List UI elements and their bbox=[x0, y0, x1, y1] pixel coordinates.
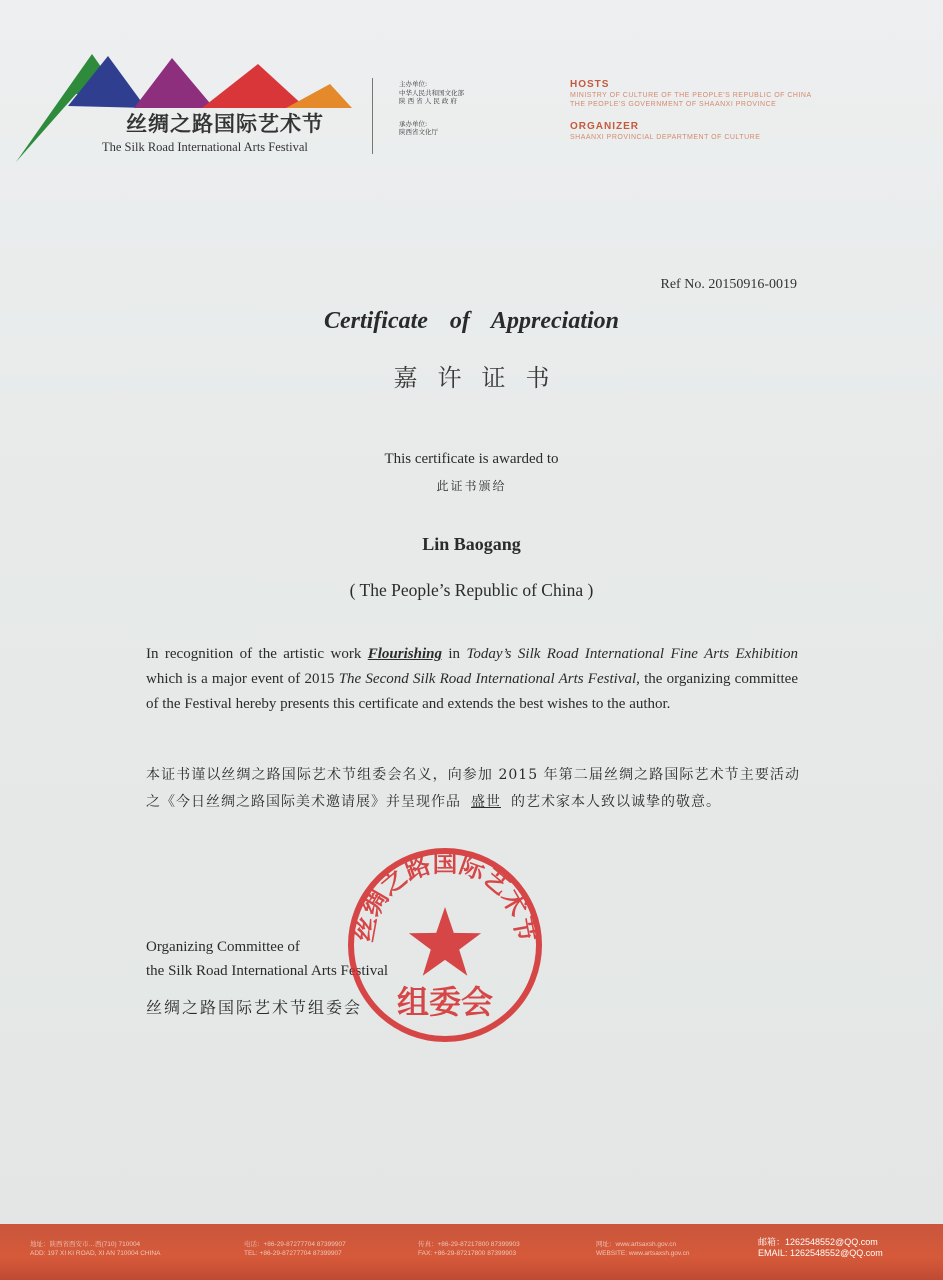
footer-fax bbox=[418, 1240, 520, 1258]
recognition-paragraph-cn bbox=[146, 762, 800, 816]
title-en: Certificate of Appreciation bbox=[323, 308, 620, 334]
festival-logo bbox=[16, 50, 356, 165]
title-cn: 嘉许证书 bbox=[393, 364, 570, 392]
recipient-name: Lin Baogang bbox=[422, 534, 521, 554]
footer-web-en: WEBSITE: www.artsaxsh.gov.cn bbox=[596, 1250, 690, 1257]
footer-address-cn: 地址：陕西省西安市…西(710) 710004 bbox=[30, 1241, 141, 1248]
artwork-title-cn: 盛世 bbox=[471, 794, 501, 810]
logo-red-peak bbox=[202, 64, 306, 108]
footer-tel-en: TEL: +86-29-87277704 87399907 bbox=[244, 1250, 342, 1257]
para-cn-text-2: 的艺术家本人致以诚挚的敬意。 bbox=[511, 794, 721, 810]
cn-organizer-label: 承办单位: bbox=[399, 119, 428, 128]
exhibition-name: Today’s Silk Road International Fine Arts Exhibition bbox=[466, 646, 798, 662]
cn-organizer: 陕西省文化厅 bbox=[399, 128, 438, 136]
organizer: SHAANXI PROVINCIAL DEPARTMENT OF CULTURE bbox=[570, 134, 761, 141]
logo-en-text: The Silk Road International Arts Festival bbox=[102, 140, 308, 154]
host-1: MINISTRY OF CULTURE OF THE PEOPLE'S REPUBLIC OF CHINA bbox=[570, 92, 812, 99]
footer-address-en: ADD: 197 XI KI ROAD, XI AN 710004 CHINA bbox=[30, 1250, 161, 1257]
footer-bar bbox=[0, 1224, 943, 1280]
cn-host-1: 中华人民共和国文化部 bbox=[399, 88, 464, 97]
recipient-country: ( The People’s Republic of China ) bbox=[349, 580, 594, 600]
cn-hosts-label: 主办单位: bbox=[399, 80, 428, 88]
para-en-text-2: in bbox=[441, 646, 467, 662]
signature-line-1: Organizing Committee of bbox=[146, 939, 300, 955]
organizer-label: ORGANIZER bbox=[570, 121, 639, 132]
footer-email-en: EMAIL: 1262548552@QQ.com bbox=[758, 1248, 883, 1258]
logo-purple-peak bbox=[134, 58, 214, 108]
signature-cn: 丝绸之路国际艺术节组委会 bbox=[146, 998, 363, 1017]
host-2: THE PEOPLE'S GOVERNMENT OF SHAANXI PROVINCE bbox=[570, 101, 777, 108]
signature-line-2: the Silk Road International Arts Festival bbox=[146, 963, 389, 979]
footer-email bbox=[758, 1237, 883, 1259]
seal-star-icon bbox=[409, 907, 481, 976]
footer-address bbox=[30, 1240, 160, 1258]
official-seal bbox=[345, 845, 545, 1045]
footer-website bbox=[596, 1240, 689, 1258]
awarded-to-cn: 此证书颁给 bbox=[436, 479, 507, 493]
footer-web-cn: 网址：www.artsaxsh.gov.cn bbox=[596, 1241, 677, 1248]
footer-tel-cn: 电话：+86-29-87277704 87399907 bbox=[244, 1241, 346, 1248]
festival-name: The Second Silk Road International Arts Festival bbox=[338, 671, 637, 687]
cn-host-2: 陕 西 省 人 民 政 府 bbox=[399, 97, 457, 105]
hosts-label: HOSTS bbox=[570, 79, 610, 90]
recognition-paragraph-en bbox=[146, 642, 798, 717]
seal-bottom-text: 组委会 bbox=[396, 983, 494, 1021]
footer-email-cn: 邮箱：1262548552@QQ.com bbox=[758, 1237, 878, 1247]
footer-fax-cn: 传真：+86-29-87217800 87399903 bbox=[418, 1241, 520, 1248]
para-en-text-1: In recognition of the artistic work bbox=[146, 646, 368, 662]
footer-fax-en: FAX: +86-29-87217800 87399903 bbox=[418, 1250, 517, 1257]
en-hosts-block bbox=[570, 79, 812, 142]
artwork-title-en: Flourishing bbox=[367, 646, 442, 662]
awarded-to-en: This certificate is awarded to bbox=[384, 451, 559, 467]
footer-tel bbox=[244, 1240, 346, 1258]
cn-hosts-block bbox=[399, 80, 464, 137]
reference-number: Ref No. 20150916-0019 bbox=[660, 277, 797, 292]
seal-arc-text: 丝绸之路国际艺术节 bbox=[349, 848, 541, 944]
para-en-text-4: , the organizing committee of the Festival hereby presents this certificate and extends the best wishes to the author. bbox=[146, 671, 798, 712]
para-en-text-3: which is a major event of 2015 bbox=[146, 671, 339, 687]
logo-cn-text: 丝绸之路国际艺术节 bbox=[126, 112, 324, 136]
para-cn-text-1: 本证书谨以丝绸之路国际艺术节组委会名义，向参加 2015 年第二届丝绸之路国际艺术节主要活动之《今日丝绸之路国际美术邀请展》并呈现作品 bbox=[146, 767, 800, 810]
logo-orange-peak bbox=[286, 84, 352, 108]
header-divider bbox=[372, 78, 373, 154]
